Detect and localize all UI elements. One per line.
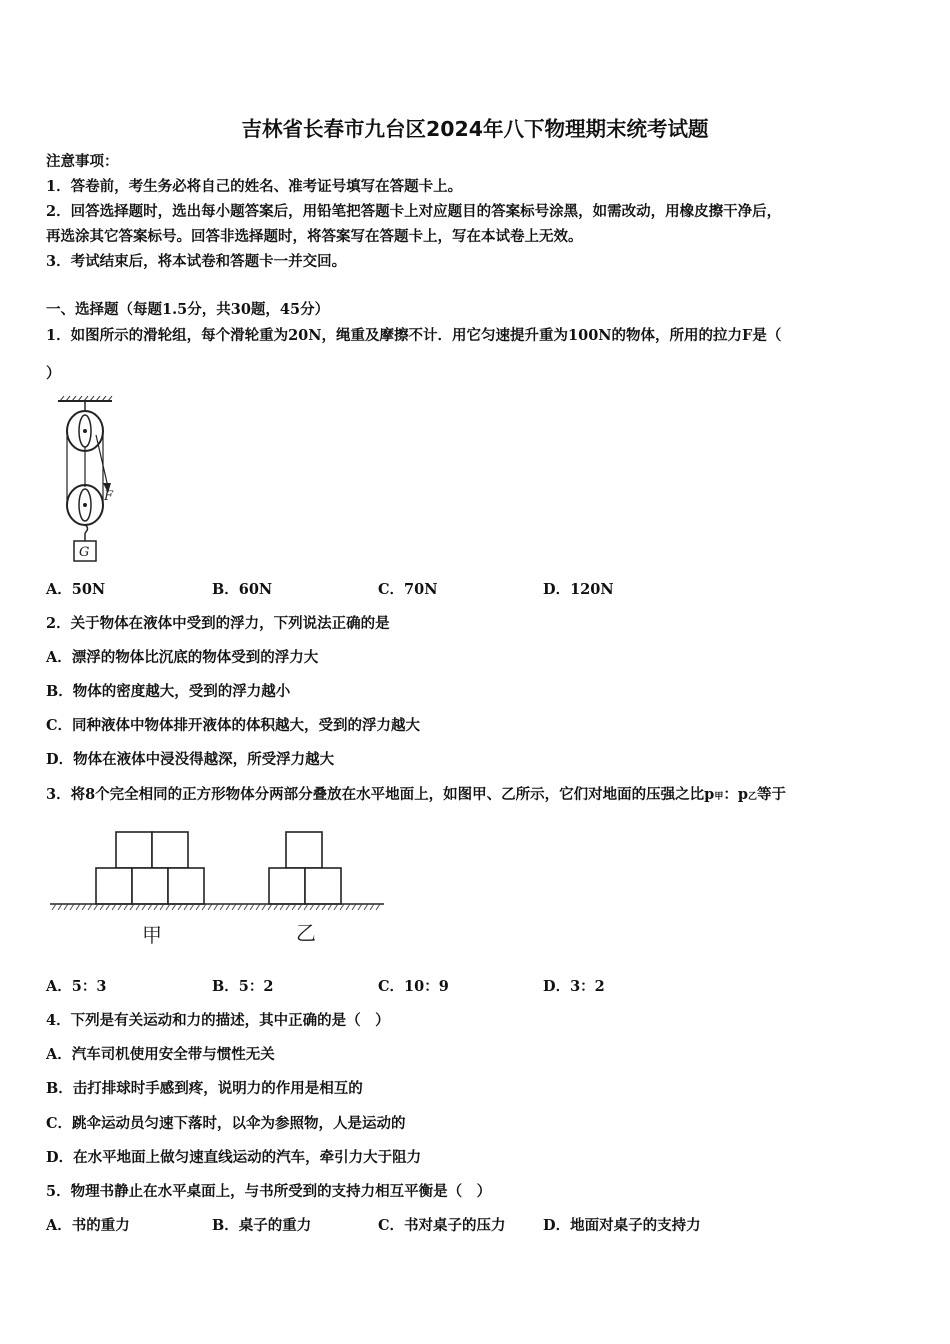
q5-stem: 5．物理书静止在水平桌面上，与书所受到的支持力相互平衡是（ ） xyxy=(46,1183,492,1200)
q4-option-d: D．在水平地面上做匀速直线运动的汽车，牵引力大于阻力 xyxy=(46,1149,422,1166)
q4-stem: 4．下列是有关运动和力的描述，其中正确的是（ ） xyxy=(46,1012,390,1029)
q1-stem-end: ） xyxy=(46,365,61,382)
q4-option-b: B．击打排球时手感到疼，说明力的作用是相互的 xyxy=(46,1080,363,1097)
q3-option-d: D．3：2 xyxy=(543,978,605,995)
notice-item-2: 2．回答选择题时，选出每小题答案后，用铅笔把答题卡上对应题目的答案标号涂黑，如需改动，用橡皮擦干净后， xyxy=(46,203,782,220)
blocks-figure xyxy=(48,826,388,956)
q5-option-c: C．书对桌子的压力 xyxy=(378,1217,506,1234)
notice-item-1: 1．答卷前，考生务必将自己的姓名、准考证号填写在答题卡上。 xyxy=(46,178,463,195)
q2-option-b: B．物体的密度越大，受到的浮力越小 xyxy=(46,683,291,700)
q3-stem-part-1: 3．将8个完全相同的正方形物体分两部分叠放在水平地面上，如图甲、乙所示，它们对地面的压强之比p xyxy=(46,786,715,803)
figure-label-jia: 甲 xyxy=(142,923,162,947)
q4-option-c: C．跳伞运动员匀速下落时，以伞为参照物，人是运动的 xyxy=(46,1115,406,1132)
q2-option-d: D．物体在液体中浸没得越深，所受浮力越大 xyxy=(46,751,335,768)
q3-option-a: A．5：3 xyxy=(46,978,107,995)
page-title: 吉林省长春市九台区2024年八下物理期末统考试题 xyxy=(241,117,709,141)
q3-sub-jia: 甲 xyxy=(714,792,724,802)
q1-option-a: A．50N xyxy=(46,581,106,598)
figure-label-yi: 乙 xyxy=(296,921,316,945)
q1-option-c: C．70N xyxy=(378,581,438,598)
q3-option-b: B．5：2 xyxy=(212,978,274,995)
notice-heading: 注意事项： xyxy=(46,153,119,170)
q3-stem-part-3: 等于 xyxy=(757,786,786,803)
notice-item-3: 3．考试结束后，将本试卷和答题卡一并交回。 xyxy=(46,253,347,270)
q3-sub-yi: 乙 xyxy=(747,792,757,802)
q3-stem xyxy=(46,785,786,807)
pulley-label-G: G xyxy=(79,545,90,560)
q1-option-d: D．120N xyxy=(543,581,614,598)
q3-option-c: C．10：9 xyxy=(378,978,449,995)
q4-option-a: A．汽车司机使用安全带与惯性无关 xyxy=(46,1046,275,1063)
pulley-figure xyxy=(50,395,130,570)
notice-item-2-cont: 再选涂其它答案标号。回答非选择题时，将答案写在答题卡上，写在本试卷上无效。 xyxy=(46,228,583,245)
q2-option-a: A．漂浮的物体比沉底的物体受到的浮力大 xyxy=(46,649,319,666)
q5-option-a: A．书的重力 xyxy=(46,1217,130,1234)
pulley-label-F: F xyxy=(104,489,114,504)
q1-option-b: B．60N xyxy=(212,581,273,598)
q5-option-d: D．地面对桌子的支持力 xyxy=(543,1217,701,1234)
q3-stem-part-2: ：p xyxy=(723,786,748,803)
q5-option-b: B．桌子的重力 xyxy=(212,1217,312,1234)
q1-stem: 1．如图所示的滑轮组，每个滑轮重为20N，绳重及摩擦不计．用它匀速提升重为100N的物体，所用的拉力F是（ xyxy=(46,327,782,344)
q2-option-c: C．同种液体中物体排开液体的体积越大，受到的浮力越大 xyxy=(46,717,421,734)
section-heading: 一、选择题（每题1.5分，共30题，45分） xyxy=(46,301,330,318)
q2-stem: 2．关于物体在液体中受到的浮力，下列说法正确的是 xyxy=(46,615,390,632)
